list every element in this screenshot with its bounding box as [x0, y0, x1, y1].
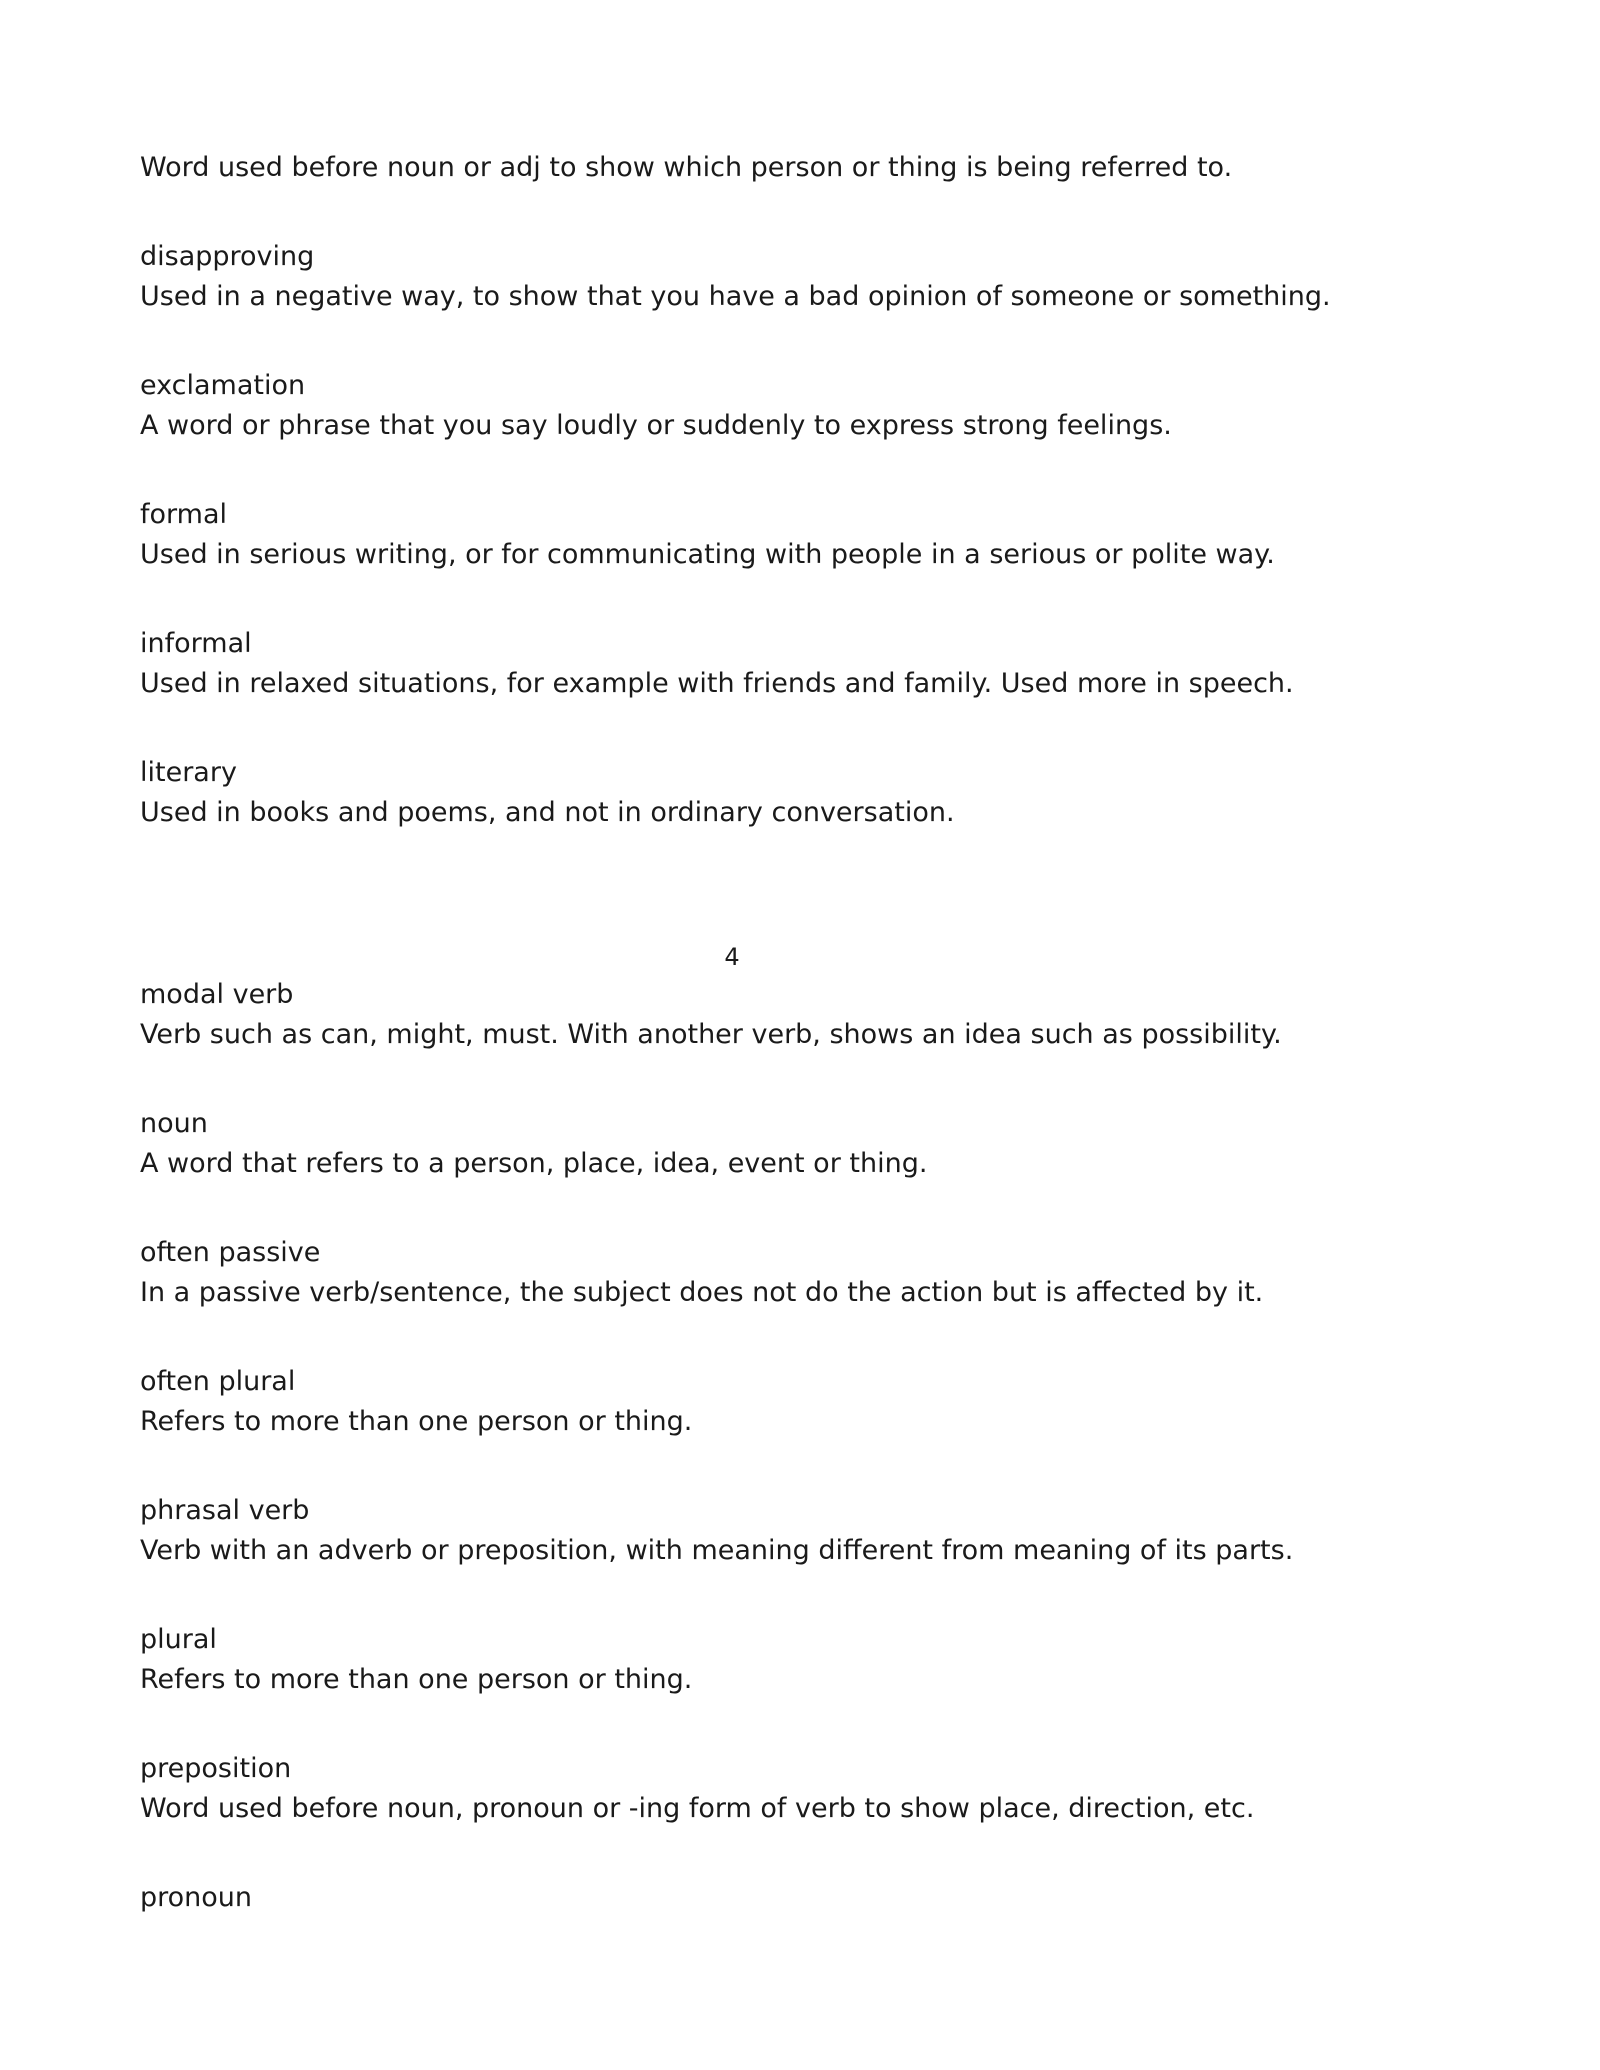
definition-formal: Used in serious writing, or for communicating with people in a serious or polite way. — [140, 539, 1275, 570]
term-noun: noun — [140, 1108, 208, 1139]
page-number: 4 — [724, 943, 740, 971]
definition-often-plural: Refers to more than one person or thing. — [140, 1406, 693, 1437]
term-pronoun: pronoun — [140, 1882, 253, 1913]
definition-exclamation: A word or phrase that you say loudly or suddenly to express strong feelings. — [140, 410, 1172, 441]
definition-disapproving: Used in a negative way, to show that you have a bad opinion of someone or something. — [140, 281, 1331, 312]
term-plural: plural — [140, 1624, 217, 1655]
definition-modal-verb: Verb such as can, might, must. With another verb, shows an idea such as possibility. — [140, 1019, 1282, 1050]
definition-literary: Used in books and poems, and not in ordinary conversation. — [140, 797, 955, 828]
definition-plural: Refers to more than one person or thing. — [140, 1664, 693, 1695]
term-literary: literary — [140, 757, 237, 788]
lead-definition: Word used before noun or adj to show which person or thing is being referred to. — [140, 152, 1233, 183]
definition-preposition: Word used before noun, pronoun or -ing form of verb to show place, direction, etc. — [140, 1793, 1255, 1824]
definition-informal: Used in relaxed situations, for example with friends and family. Used more in speech. — [140, 668, 1294, 699]
definition-noun: A word that refers to a person, place, idea, event or thing. — [140, 1148, 928, 1179]
term-phrasal-verb: phrasal verb — [140, 1495, 310, 1526]
term-often-passive: often passive — [140, 1237, 321, 1268]
term-preposition: preposition — [140, 1753, 292, 1784]
term-often-plural: often plural — [140, 1366, 296, 1397]
definition-often-passive: In a passive verb/sentence, the subject does not do the action but is affected by it. — [140, 1277, 1264, 1308]
term-disapproving: disapproving — [140, 241, 315, 272]
definition-phrasal-verb: Verb with an adverb or preposition, with meaning different from meaning of its parts. — [140, 1535, 1294, 1566]
term-modal-verb: modal verb — [140, 979, 294, 1010]
term-exclamation: exclamation — [140, 370, 306, 401]
term-formal: formal — [140, 499, 227, 530]
term-informal: informal — [140, 628, 252, 659]
